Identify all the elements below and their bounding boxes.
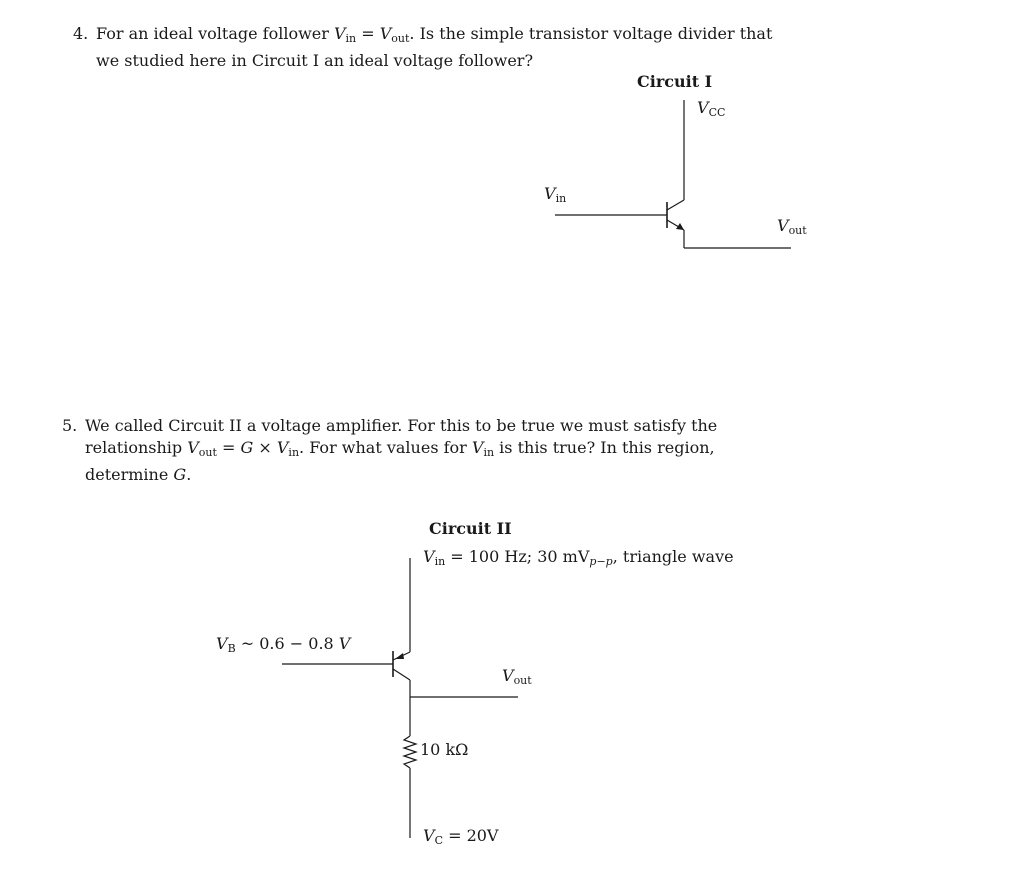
v-out-symbol: $V_{out}$ <box>187 438 217 459</box>
circuit-1-vin-label: Vin <box>544 184 567 205</box>
circuit-2-vb-label: VB ~ 0.6 − 0.8 V <box>216 634 351 655</box>
resistor-label: 10 kΩ <box>420 740 469 759</box>
problem-4-text: . Is the simple transistor voltage divider that <box>409 24 773 43</box>
gain-symbol: G <box>173 465 187 484</box>
gain-symbol: G <box>240 438 254 457</box>
equals-sign: = <box>356 24 380 43</box>
resistor-icon <box>404 736 416 768</box>
transistor-collector <box>667 200 684 210</box>
problem-5-line-2: relationship $V_{out} = G \times V_{in}$. For what values for $V_{in}$ is this true? In this region, <box>85 438 715 459</box>
circuit-2-title: Circuit II <box>429 519 512 538</box>
v-in-symbol: $V_{in}$ <box>276 438 300 459</box>
problem-5-line-3: determine G. <box>85 465 192 484</box>
circuit-1 <box>544 72 807 248</box>
problem-4-text: For an ideal voltage follower <box>96 24 334 43</box>
circuit-1-title: Circuit I <box>637 72 713 91</box>
circuit-2-vc-label: VC = 20V <box>423 826 499 847</box>
circuit-2-vout-label: Vout <box>502 666 532 687</box>
circuit-2 <box>216 519 734 847</box>
v-out-symbol: $V_{out}$ <box>379 24 410 45</box>
circuit-1-vout-label: Vout <box>777 216 807 237</box>
transistor-collector <box>393 669 410 680</box>
circuit-1-vcc-label: VCC <box>697 98 726 119</box>
emitter-arrow-icon <box>395 653 404 659</box>
problem-4-line-2: we studied here in Circuit I an ideal voltage follower? <box>96 51 534 70</box>
v-in-symbol: $V_{in}$ <box>333 24 357 45</box>
circuit-2-vin-spec: Vin = 100 Hz; 30 mVp−p, triangle wave <box>423 547 734 568</box>
problem-5-line-1: We called Circuit II a voltage amplifier. For this to be true we must satisfy the <box>85 416 718 435</box>
problem-4-number: 4. <box>73 24 89 43</box>
v-in-symbol: $V_{in}$ <box>471 438 495 459</box>
problem-5-number: 5. <box>62 416 78 435</box>
